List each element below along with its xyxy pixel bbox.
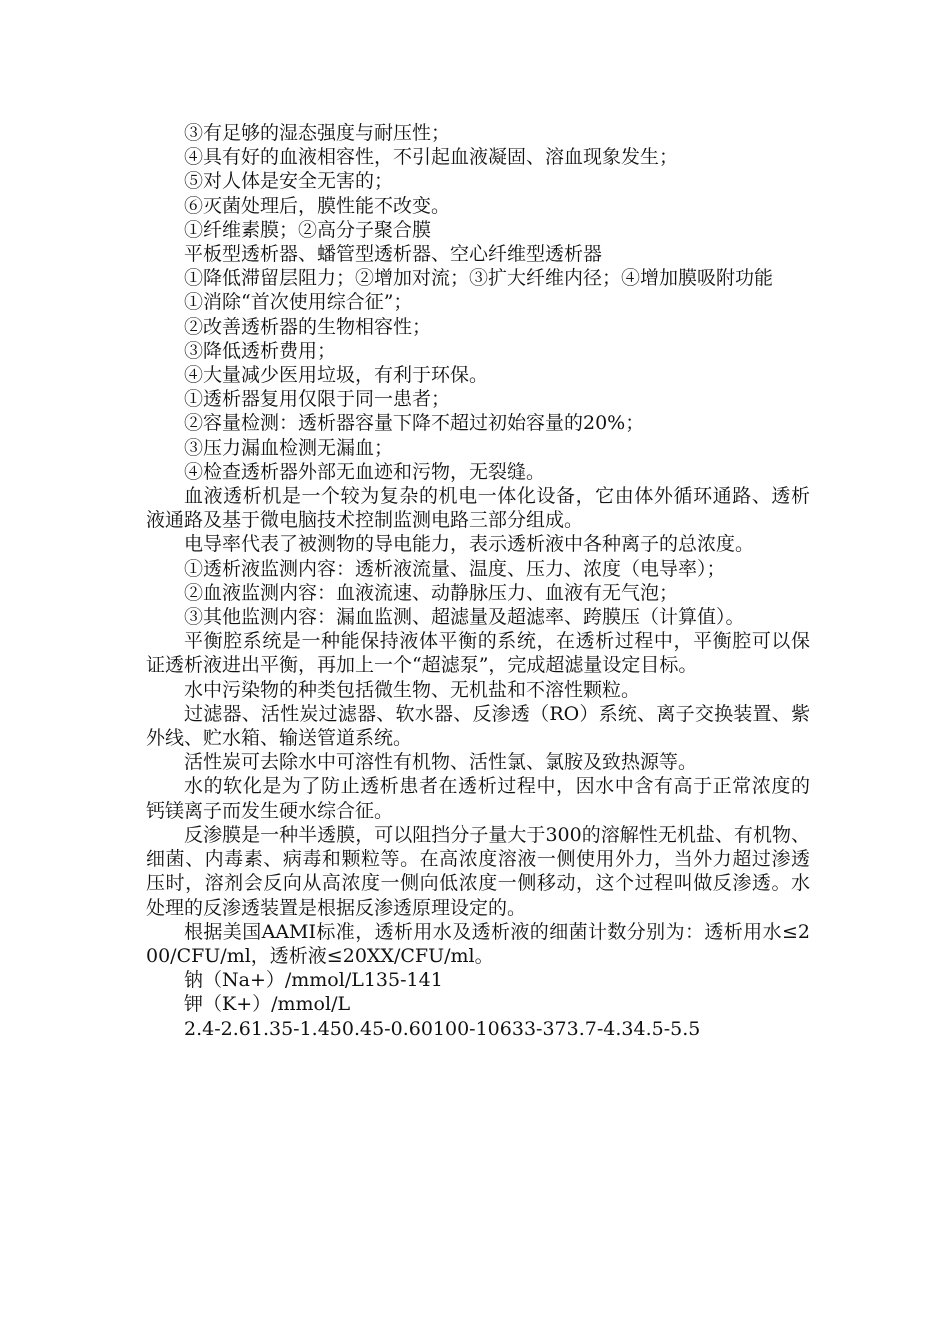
paragraph: ①消除“首次使用综合征”； <box>184 291 413 314</box>
paragraph: ③其他监测内容：漏血监测、超滤量及超滤率、跨膜压（计算值）。 <box>184 606 745 629</box>
paragraph: 钾（K+）/mmol/L <box>184 993 351 1016</box>
paragraph: ③压力漏血检测无漏血； <box>184 436 394 459</box>
paragraph: ①透析液监测内容：透析液流量、温度、压力、浓度（电导率）； <box>184 557 726 580</box>
paragraph: 活性炭可去除水中可溶性有机物、活性氯、氯胺及致热源等。 <box>184 751 698 774</box>
paragraph: 2.4-2.61.35-1.450.45-0.60100-10633-373.7-4.34.5-5.5 <box>184 1017 701 1040</box>
paragraph: ④具有好的血液相容性，不引起血液凝固、溶血现象发生； <box>184 146 679 169</box>
paragraph: 平板型透析器、蟠管型透析器、空心纤维型透析器 <box>184 243 603 266</box>
paragraph: 根据美国AAMI标准，透析用水及透析液的细菌计数分别为：透析用水≤200/CFU/ml，透析液≤20XX/CFU/ml。 <box>146 920 810 967</box>
paragraph: ⑥灭菌处理后，膜性能不改变。 <box>184 194 451 217</box>
paragraph: ③降低透析费用； <box>184 339 337 362</box>
paragraph: 水中污染物的种类包括微生物、无机盐和不溶性颗粒。 <box>184 678 641 701</box>
paragraph: ②血液监测内容：血液流速、动静脉压力、血液有无气泡； <box>184 581 679 604</box>
paragraph: 电导率代表了被测物的导电能力，表示透析液中各种离子的总浓度。 <box>184 533 755 556</box>
paragraph: ③有足够的湿态强度与耐压性； <box>184 122 451 144</box>
paragraph: 血液透析机是一个较为复杂的机电一体化设备，它由体外循环通路、透析液通路及基于微电脑技术控制监测电路三部分组成。 <box>146 485 810 532</box>
paragraph: 钠（Na+）/mmol/L135-141 <box>184 969 443 992</box>
paragraph: 平衡腔系统是一种能保持液体平衡的系统，在透析过程中，平衡腔可以保证透析液进出平衡，再加上一个“超滤泵”，完成超滤量设定目标。 <box>146 630 810 677</box>
paragraph: ⑤对人体是安全无害的； <box>184 170 394 193</box>
paragraph: ①透析器复用仅限于同一患者； <box>184 388 451 411</box>
paragraph: ①降低滞留层阻力；②增加对流；③扩大纤维内径；④增加膜吸附功能 <box>184 267 774 290</box>
paragraph: ①纤维素膜；②高分子聚合膜 <box>184 218 432 241</box>
paragraph: ②改善透析器的生物相容性； <box>184 315 432 338</box>
paragraph: 过滤器、活性炭过滤器、软水器、反渗透（RO）系统、离子交换装置、紫外线、贮水箱、输送管道系统。 <box>146 702 810 750</box>
paragraph: ④检查透析器外部无血迹和污物，无裂缝。 <box>184 460 546 483</box>
paragraph: ④大量减少医用垃圾，有利于环保。 <box>184 364 489 387</box>
document-page <box>146 121 810 1041</box>
paragraph: 反渗膜是一种半透膜，可以阻挡分子量大于300的溶解性无机盐、有机物、细菌、内毒素、病毒和颗粒等。在高浓度溶液一侧使用外力，当外力超过渗透压时，溶剂会反向从高浓度一侧向低浓度一侧移动，这个过程叫做反渗透。水处理的反渗透装置是根据反渗透原理设定的。 <box>146 823 810 919</box>
paragraph: 水的软化是为了防止透析患者在透析过程中，因水中含有高于正常浓度的钙镁离子而发生硬水综合征。 <box>146 775 810 822</box>
paragraph: ②容量检测：透析器容量下降不超过初始容量的20%； <box>184 412 645 435</box>
